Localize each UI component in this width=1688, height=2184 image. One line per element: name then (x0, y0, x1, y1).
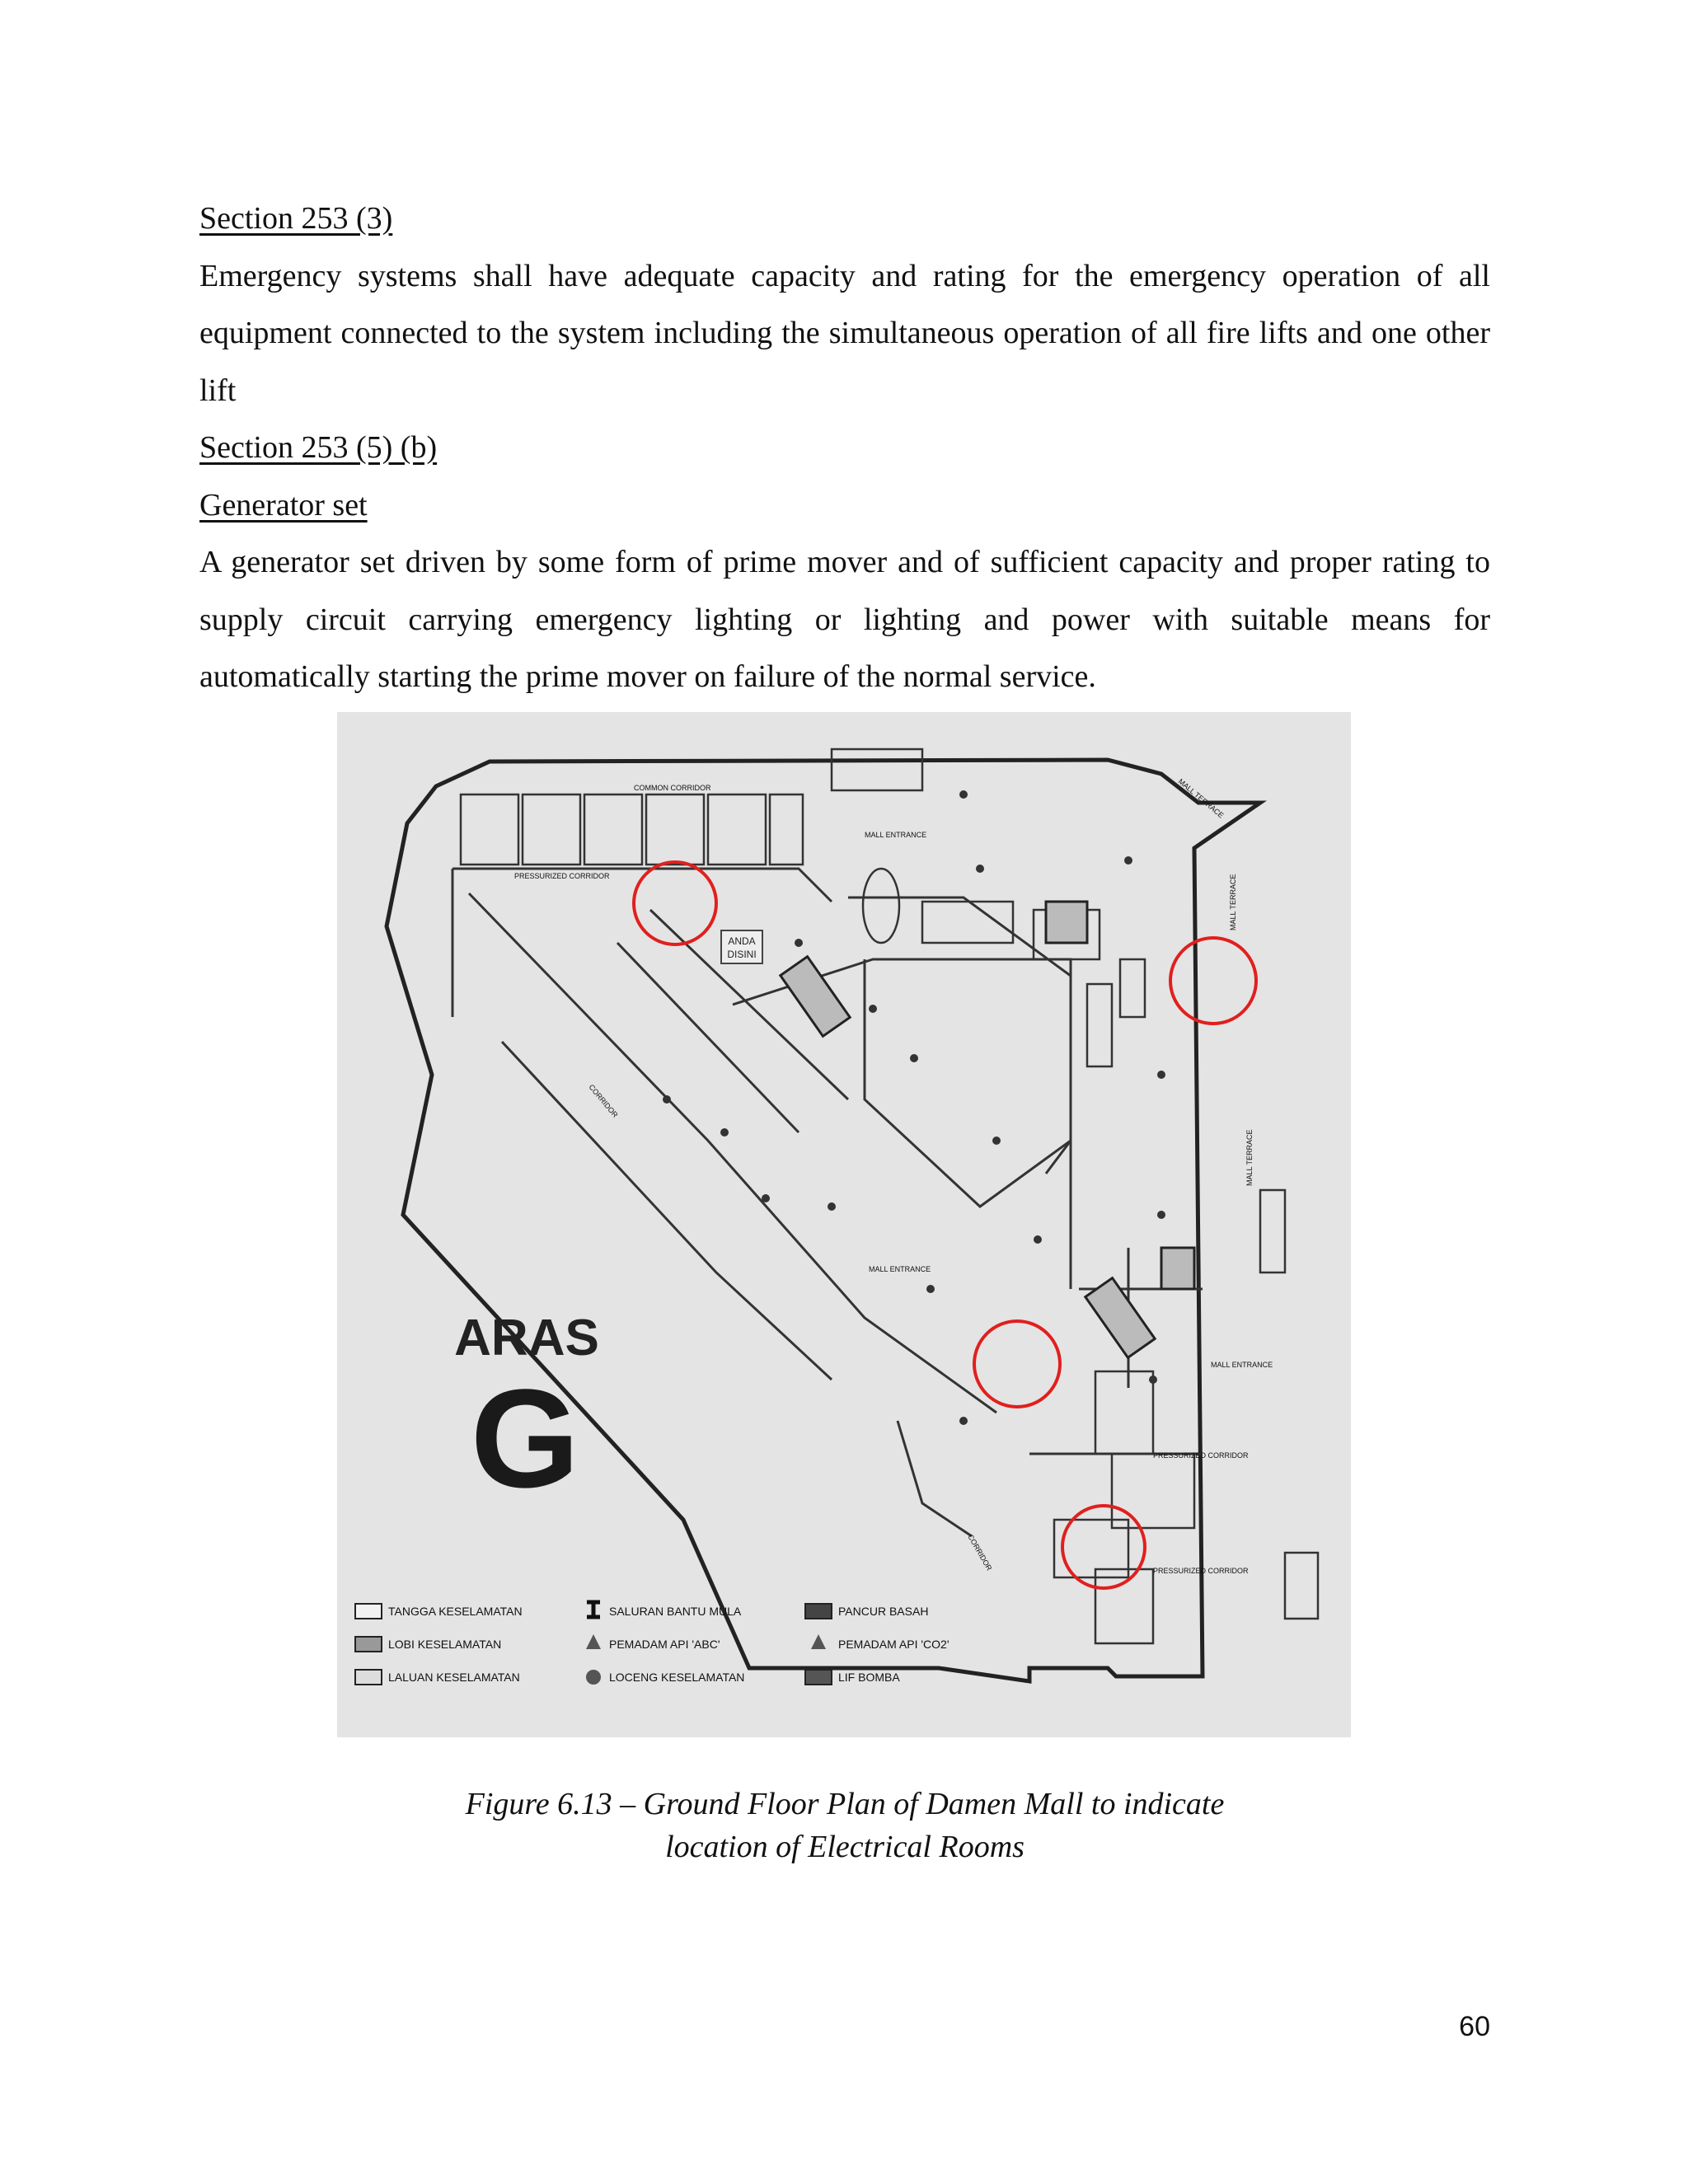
pressurized-corridor-label: PRESSURIZED CORRIDOR (1153, 1567, 1249, 1575)
page-number: 60 (1459, 2011, 1490, 2042)
legend-label: LIF BOMBA (838, 1671, 900, 1684)
legend-item (805, 1670, 900, 1685)
legend-item (805, 1604, 928, 1619)
mall-terrace-label: MALL TERRACE (1245, 1129, 1254, 1186)
mall-terrace-label: MALL TERRACE (1176, 776, 1226, 820)
legend-label: PEMADAM API 'ABC' (609, 1638, 720, 1651)
mall-terrace-label: MALL TERRACE (1229, 874, 1237, 930)
figure-caption (199, 1783, 1490, 1868)
you-are-here-marker (721, 930, 762, 963)
pressurized-corridor-label: PRESSURIZED CORRIDOR (514, 872, 610, 880)
legend-item (355, 1637, 501, 1652)
legend-item (355, 1670, 520, 1685)
paragraph: Emergency systems shall have adequate capacity and rating for the emergency operation of all equipment connected to the system including the simultaneous operation of all fire lifts and one other lift (199, 258, 1490, 408)
mall-entrance-label: MALL ENTRANCE (1211, 1361, 1273, 1369)
circle-icon (586, 1670, 601, 1685)
legend-item (355, 1604, 523, 1619)
caption-line: location of Electrical Rooms (665, 1830, 1025, 1864)
floor-plan-figure (337, 712, 1351, 1737)
legend-label: LOCENG KESELAMATAN (609, 1671, 745, 1684)
mall-entrance-label: MALL ENTRANCE (869, 1265, 931, 1273)
legend-label: PEMADAM API 'CO2' (838, 1638, 950, 1651)
corridor-label: CORRIDOR (587, 1082, 620, 1119)
pressurized-corridor-label: PRESSURIZED CORRIDOR (1153, 1451, 1249, 1460)
legend-label: LALUAN KESELAMATAN (388, 1671, 520, 1684)
subsection-heading: Generator set (199, 487, 368, 523)
floor-letter: G (470, 1361, 580, 1517)
you-are-here-text: DISINI (727, 949, 757, 960)
caption-line: Figure 6.13 – Ground Floor Plan of Damen Mall to indicate (465, 1787, 1225, 1821)
legend-item (587, 1602, 742, 1618)
paragraph: A generator set driven by some form of prime mover and of sufficient capacity and proper rating to supply circuit carrying emergency lighting or lighting and power with suitable means for automatically starting the prime mover on failure of the normal service. (199, 545, 1490, 694)
section-heading: Section 253 (5) (b) (199, 430, 438, 465)
legend-label: SALURAN BANTU MULA (609, 1605, 742, 1618)
body-text (199, 190, 1490, 706)
floor-title: ARAS (454, 1310, 599, 1366)
legend-item (586, 1670, 744, 1685)
legend-label: LOBI KESELAMATAN (388, 1638, 502, 1651)
corridor-label: CORRIDOR (966, 1533, 994, 1572)
mall-entrance-label: MALL ENTRANCE (865, 831, 927, 839)
you-are-here-text: ANDA (728, 935, 756, 947)
legend-label: PANCUR BASAH (838, 1605, 929, 1618)
common-corridor-label: COMMON CORRIDOR (634, 784, 711, 792)
section-heading: Section 253 (3) (199, 201, 393, 236)
legend-label: TANGGA KESELAMATAN (388, 1605, 523, 1618)
legend (355, 1602, 950, 1685)
